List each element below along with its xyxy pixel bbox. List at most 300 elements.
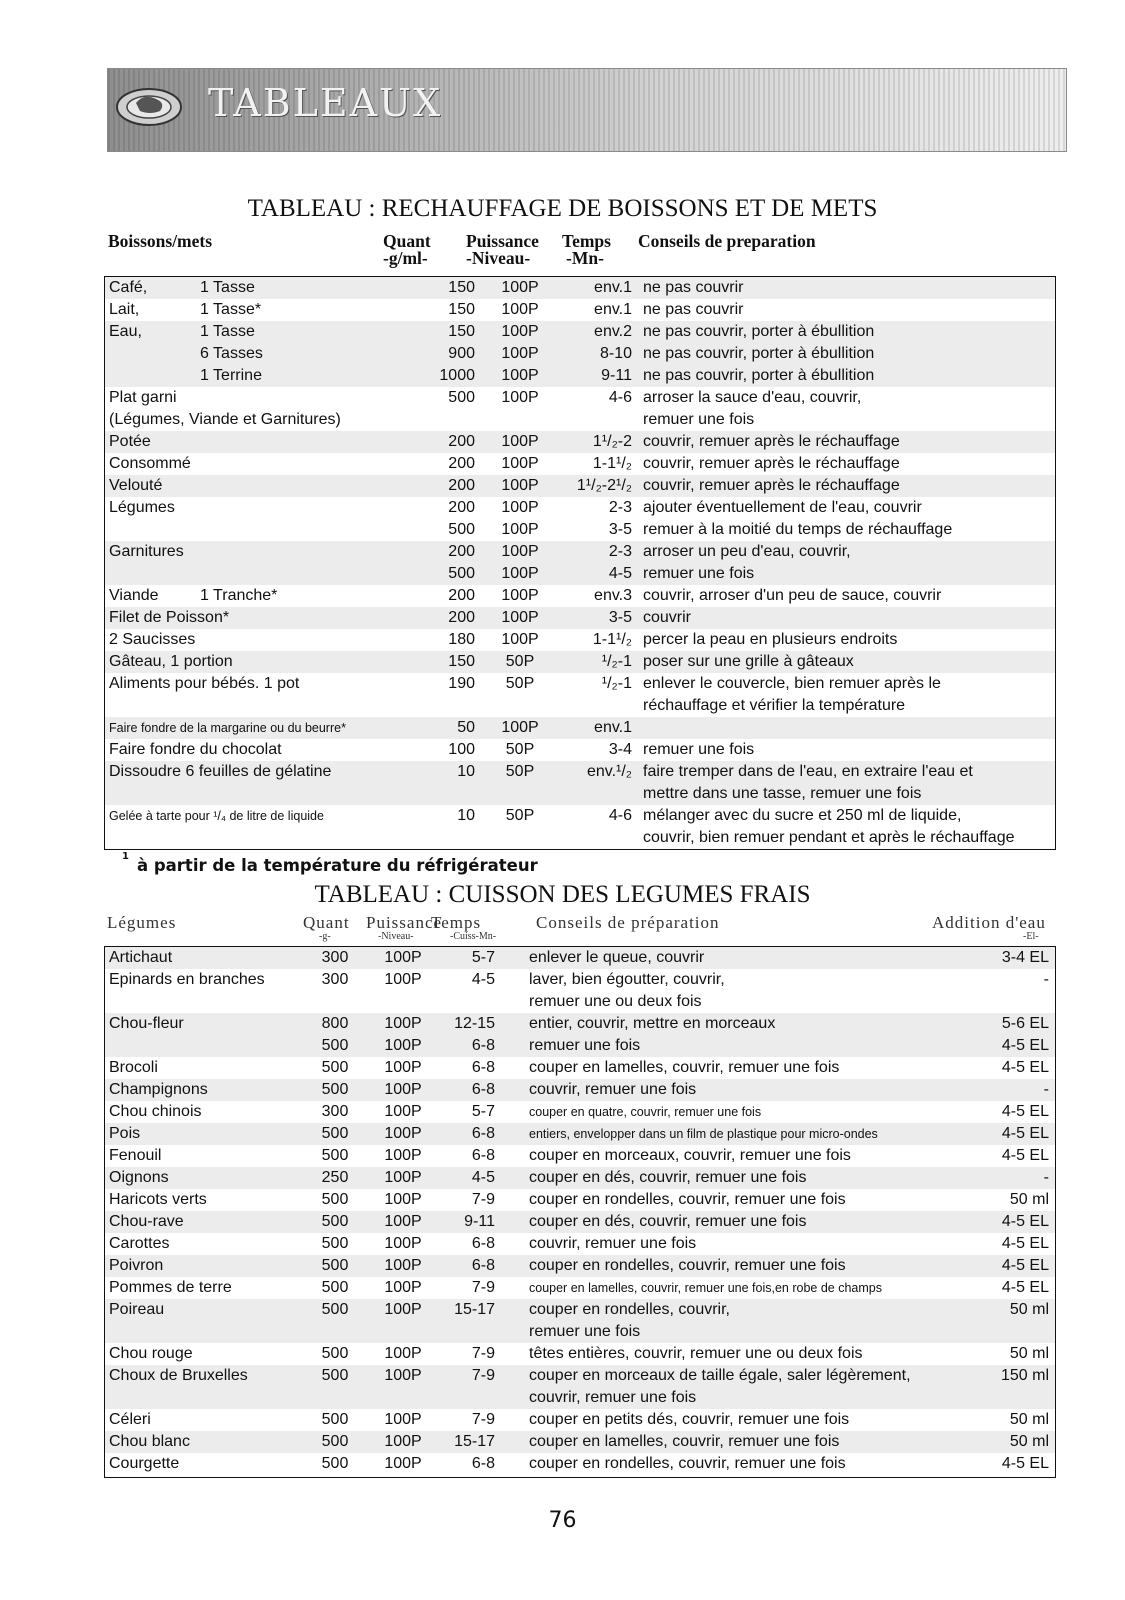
- table1-cell-tip: remuer une fois: [643, 411, 755, 428]
- table2-row: [105, 1167, 1055, 1189]
- table1-cell-power: 100P: [501, 345, 539, 362]
- table1-row: [105, 409, 1055, 431]
- table1-row: [105, 431, 1055, 453]
- table2-cell-water: 50 ml: [1009, 1345, 1049, 1362]
- table1-cell-item: Faire fondre de la margarine ou du beurre*: [109, 721, 346, 735]
- table1-row: [105, 585, 1055, 607]
- table1-cell-sub: 1 Terrine: [200, 367, 262, 384]
- table2-cell-tip: couvrir, remuer une fois: [529, 1081, 697, 1098]
- table1-cell-quant: 100: [448, 741, 475, 758]
- table1-cell-quant: 150: [448, 323, 475, 340]
- table2-head-power-unit: -Niveau-: [378, 931, 414, 942]
- table1-cell-time: env.1: [594, 719, 632, 736]
- table1-cell-power: 100P: [501, 323, 539, 340]
- table2-cell-water: -: [1043, 971, 1049, 988]
- table1-cell-tip: percer la peau en plusieurs endroits: [643, 631, 898, 648]
- table1-head-item: Boissons/mets: [108, 231, 213, 251]
- table2-cell-quant: 300: [321, 971, 349, 988]
- table2-cell-item: Champignons: [109, 1081, 208, 1098]
- table1-cell-tip: mettre dans une tasse, remuer une fois: [643, 785, 922, 802]
- table1-cell-power: 100P: [501, 477, 539, 494]
- table2-cell-tip: couvrir, remuer une fois: [529, 1235, 697, 1252]
- table1-cell-quant: 500: [448, 389, 475, 406]
- table2-cell-quant: 300: [321, 1103, 349, 1120]
- table1-cell-quant: 180: [448, 631, 475, 648]
- plate-icon: [114, 81, 184, 129]
- table1-cell-time: 2-3: [608, 499, 632, 516]
- table1-cell-item: Filet de Poisson*: [109, 609, 230, 626]
- table2-cell-quant: 500: [321, 1235, 349, 1252]
- table2-row: [105, 1255, 1055, 1277]
- table2-cell-time: 12-15: [454, 1015, 495, 1032]
- table2-head-time-unit: -Cuiss-Mn-: [450, 931, 497, 942]
- table1-cell-item: Faire fondre du chocolat: [109, 741, 282, 758]
- table1-row: [105, 497, 1055, 519]
- table2-cell-item: Carottes: [109, 1235, 170, 1252]
- table2-cell-power: 100P: [384, 1433, 422, 1450]
- table1-row: [105, 739, 1055, 761]
- table1-head-tips: Conseils de preparation: [638, 231, 816, 251]
- table2-row: [105, 1079, 1055, 1101]
- table1-cell-tip: couvrir, remuer après le réchauffage: [643, 433, 900, 450]
- table2-row: [105, 991, 1055, 1013]
- table2-row: [105, 1057, 1055, 1079]
- table2-cell-tip: têtes entières, couvrir, remuer une ou deux fois: [529, 1345, 863, 1362]
- table1-cell-sub: 1 Tranche*: [200, 587, 278, 604]
- table2-cell-quant: 500: [321, 1279, 349, 1296]
- table1-cell-item: Gâteau, 1 portion: [109, 653, 233, 670]
- table2-cell-item: Courgette: [109, 1455, 180, 1472]
- table2-cell-tip: couper en rondelles, couvrir, remuer une fois: [529, 1191, 846, 1208]
- table2-cell-quant: 500: [321, 1213, 349, 1230]
- table2-cell-item: Chou-rave: [109, 1213, 184, 1230]
- footnote-text: à partir de la température du réfrigérateur: [136, 856, 538, 875]
- table2-cell-quant: 250: [321, 1169, 349, 1186]
- table2-cell-quant: 300: [321, 949, 349, 966]
- table1-cell-item: (Légumes, Viande et Garnitures): [109, 411, 341, 428]
- table2-cell-power: 100P: [384, 1301, 422, 1318]
- table2-cell-power: 100P: [384, 1235, 422, 1252]
- table2-cell-power: 100P: [384, 1345, 422, 1362]
- table2-cell-water: 4-5 EL: [1001, 1257, 1049, 1274]
- table1-cell-item: Consommé: [109, 455, 191, 472]
- table2-row: [105, 947, 1055, 969]
- table2-cell-tip: entier, couvrir, mettre en morceaux: [529, 1015, 776, 1032]
- table2-cell-tip: enlever le queue, couvrir: [529, 949, 705, 966]
- table1-cell-time: 1-1¹/₂: [592, 631, 632, 648]
- table2-cell-item: Pommes de terre: [109, 1279, 232, 1296]
- table1-cell-time: 9-11: [601, 367, 632, 384]
- table2-cell-power: 100P: [384, 1015, 422, 1032]
- table1-cell-power: 50P: [505, 653, 535, 670]
- table2-cell-time: 7-9: [471, 1411, 495, 1428]
- table2-cell-water: 3-4 EL: [1001, 949, 1049, 966]
- table2-cell-time: 7-9: [471, 1279, 495, 1296]
- table2-cell-power: 100P: [384, 1147, 422, 1164]
- table2-cell-time: 6-8: [471, 1059, 495, 1076]
- table2-cell-tip: couper en lamelles, couvrir, remuer une fois: [529, 1059, 840, 1076]
- table2-cell-time: 15-17: [454, 1301, 495, 1318]
- table1-row: [105, 563, 1055, 585]
- table1-cell-quant: 150: [448, 279, 475, 296]
- table2-cell-power: 100P: [384, 1455, 422, 1472]
- table2-cell-time: 9-11: [464, 1213, 495, 1230]
- table1-cell-time: 8-10: [599, 345, 632, 362]
- table1-cell-power: 100P: [501, 719, 539, 736]
- table1-cell-tip: ne pas couvrir, porter à ébullition: [643, 323, 875, 340]
- table1-row: [105, 277, 1055, 299]
- table2-cell-power: 100P: [384, 949, 422, 966]
- table1-cell-power: 50P: [505, 763, 535, 780]
- table1-cell-item: Plat garni: [109, 389, 177, 406]
- table2-cell-quant: 500: [321, 1125, 349, 1142]
- table1-head-quant-unit: -g/ml-: [383, 248, 428, 268]
- table2-cell-tip: entiers, envelopper dans un film de plastique pour micro-ondes: [529, 1127, 878, 1141]
- table2-cell-water: 4-5 EL: [1001, 1455, 1049, 1472]
- table2-cell-quant: 500: [321, 1367, 349, 1384]
- table1-cell-tip: couvrir, remuer après le réchauffage: [643, 455, 900, 472]
- table1-row: [105, 673, 1055, 695]
- table1-cell-time: 1¹/₂-2¹/₂: [576, 477, 632, 494]
- table2: [104, 946, 1056, 1478]
- table2-cell-quant: 500: [321, 1257, 349, 1274]
- table2-row: [105, 1321, 1055, 1343]
- table1-row: [105, 783, 1055, 805]
- table2-head-tips: Conseils de préparation: [536, 913, 720, 932]
- table1-cell-time: ¹/₂-1: [601, 653, 632, 670]
- table2-row: [105, 1453, 1055, 1475]
- table2-row: [105, 1343, 1055, 1365]
- table2-cell-water: 4-5 EL: [1001, 1147, 1049, 1164]
- table2-head-power: Puissance: [366, 913, 443, 932]
- table2-cell-tip: remuer une fois: [529, 1037, 641, 1054]
- table1-cell-time: 3-5: [608, 521, 632, 538]
- table2-cell-power: 100P: [384, 1103, 422, 1120]
- table2-row: [105, 1189, 1055, 1211]
- table2-row: [105, 1123, 1055, 1145]
- table2-cell-time: 6-8: [471, 1081, 495, 1098]
- table2-row: [105, 1365, 1055, 1387]
- table2-cell-quant: 500: [321, 1081, 349, 1098]
- table2-cell-time: 6-8: [471, 1037, 495, 1054]
- table2-row: [105, 1101, 1055, 1123]
- table2-cell-quant: 500: [321, 1037, 349, 1054]
- table1-cell-quant: 150: [448, 301, 475, 318]
- table2-row: [105, 1145, 1055, 1167]
- table1-cell-power: 100P: [501, 521, 539, 538]
- table1-cell-tip: ne pas couvrir, porter à ébullition: [643, 367, 875, 384]
- table2-title: TABLEAU : CUISSON DES LEGUMES FRAIS: [314, 881, 811, 908]
- table2-cell-tip: couper en rondelles, couvrir, remuer une fois: [529, 1455, 846, 1472]
- page-number: 76: [548, 1508, 577, 1533]
- table2-row: [105, 1409, 1055, 1431]
- table2-cell-power: 100P: [384, 1169, 422, 1186]
- table2-row: [105, 1431, 1055, 1453]
- table2-row: [105, 1277, 1055, 1299]
- table1-cell-time: env.3: [594, 587, 632, 604]
- table2-cell-water: 4-5 EL: [1001, 1235, 1049, 1252]
- table1-cell-item: Potée: [109, 433, 151, 450]
- table1-cell-tip: faire tremper dans de l'eau, en extraire l'eau et: [643, 763, 973, 780]
- table1-cell-tip: mélanger avec du sucre et 250 ml de liquide,: [643, 807, 962, 824]
- table1-cell-quant: 500: [448, 565, 475, 582]
- table1-cell-item: Café,: [109, 279, 148, 296]
- table1-head-quant: Quant: [383, 231, 431, 251]
- table1-cell-time: env.1: [594, 279, 632, 296]
- table2-cell-tip: couper en dés, couvrir, remuer une fois: [529, 1213, 807, 1230]
- table2-cell-item: Céleri: [109, 1411, 151, 1428]
- table2-head-item: Légumes: [107, 913, 177, 932]
- table1-cell-quant: 50: [457, 719, 475, 736]
- table1-cell-item: 2 Saucisses: [109, 631, 196, 648]
- table2-cell-quant: 500: [321, 1345, 349, 1362]
- table1-row: [105, 827, 1055, 849]
- table1-row: [105, 805, 1055, 827]
- table2-cell-time: 6-8: [471, 1455, 495, 1472]
- table2-cell-power: 100P: [384, 1367, 422, 1384]
- table2-cell-power: 100P: [384, 1081, 422, 1098]
- table1-cell-item: Lait,: [109, 301, 140, 318]
- table1-row: [105, 365, 1055, 387]
- table1-cell-quant: 500: [448, 521, 475, 538]
- table2-cell-item: Chou-fleur: [109, 1015, 184, 1032]
- table1-row: [105, 651, 1055, 673]
- table1-cell-tip: couvrir, remuer après le réchauffage: [643, 477, 900, 494]
- table2-cell-power: 100P: [384, 1037, 422, 1054]
- table2-cell-tip: couper en petits dés, couvrir, remuer une fois: [529, 1411, 850, 1428]
- table1-cell-item: Aliments pour bébés. 1 pot: [109, 675, 300, 692]
- table2-row: [105, 1211, 1055, 1233]
- table1-row: [105, 453, 1055, 475]
- table1-head-time-unit: -Mn-: [566, 248, 604, 268]
- table1-cell-tip: ne pas couvrir, porter à ébullition: [643, 345, 875, 362]
- table2-head-water: Addition d'eau: [932, 913, 1046, 932]
- table1-title: TABLEAU : RECHAUFFAGE DE BOISSONS ET DE METS: [247, 195, 878, 222]
- table2-cell-item: Chou rouge: [109, 1345, 193, 1362]
- table1-cell-sub: 1 Tasse: [200, 279, 255, 296]
- table2-cell-power: 100P: [384, 1125, 422, 1142]
- table1-row: [105, 761, 1055, 783]
- table1-cell-quant: 190: [448, 675, 475, 692]
- table2-cell-quant: 500: [321, 1301, 349, 1318]
- table1-row: [105, 387, 1055, 409]
- table2-cell-tip: couvrir, remuer une fois: [529, 1389, 697, 1406]
- table2-cell-item: Poireau: [109, 1301, 165, 1318]
- table1-cell-power: 100P: [501, 609, 539, 626]
- table2-head-time: Temps: [431, 913, 482, 932]
- table1-cell-item: Velouté: [109, 477, 163, 494]
- table2-cell-quant: 500: [321, 1433, 349, 1450]
- table1-cell-item: Viande: [109, 587, 159, 604]
- table1-cell-time: 2-3: [608, 543, 632, 560]
- table1-cell-sub: 6 Tasses: [200, 345, 263, 362]
- table2-cell-tip: remuer une ou deux fois: [529, 993, 702, 1010]
- table1-cell-time: env.¹/₂: [586, 763, 632, 780]
- table1-row: [105, 343, 1055, 365]
- table1-cell-power: 100P: [501, 587, 539, 604]
- table1-cell-item: Gelée à tarte pour ¹/₄ de litre de liquide: [109, 809, 324, 823]
- table2-cell-time: 6-8: [471, 1235, 495, 1252]
- table1-cell-time: 3-4: [608, 741, 632, 758]
- table1-cell-tip: remuer à la moitié du temps de réchauffage: [643, 521, 953, 538]
- table1-cell-time: env.2: [594, 323, 632, 340]
- table2-row: [105, 1035, 1055, 1057]
- table1-row: [105, 695, 1055, 717]
- table1-cell-power: 100P: [501, 565, 539, 582]
- table1-cell-quant: 10: [457, 807, 475, 824]
- table1-row: [105, 541, 1055, 563]
- table1-cell-power: 100P: [501, 389, 539, 406]
- table2-head-water-unit: -El-: [1023, 931, 1039, 942]
- table1-cell-power: 100P: [501, 301, 539, 318]
- table1-cell-tip: arroser la sauce d'eau, couvrir,: [643, 389, 862, 406]
- table1-cell-power: 100P: [501, 455, 539, 472]
- table1-cell-quant: 200: [448, 609, 475, 626]
- table1-cell-time: ¹/₂-1: [601, 675, 632, 692]
- table2-cell-quant: 500: [321, 1147, 349, 1164]
- table1-cell-time: env.1: [594, 301, 632, 318]
- table2-cell-water: -: [1043, 1169, 1049, 1186]
- table1-cell-power: 50P: [505, 675, 535, 692]
- table1-cell-tip: couvrir, arroser d'un peu de sauce, couvrir: [643, 587, 942, 604]
- table1-cell-tip: arroser un peu d'eau, couvrir,: [643, 543, 851, 560]
- table2-cell-time: 7-9: [471, 1191, 495, 1208]
- table2-cell-water: 50 ml: [1009, 1191, 1049, 1208]
- table1-cell-quant: 200: [448, 477, 475, 494]
- table2-cell-quant: 500: [321, 1411, 349, 1428]
- table2-cell-time: 7-9: [471, 1345, 495, 1362]
- table2-row: [105, 1013, 1055, 1035]
- table2-cell-tip: couper en lamelles, couvrir, remuer une fois: [529, 1433, 840, 1450]
- table2-row: [105, 1233, 1055, 1255]
- table2-cell-tip: couper en dés, couvrir, remuer une fois: [529, 1169, 807, 1186]
- table1-cell-power: 100P: [501, 279, 539, 296]
- table2-cell-water: 4-5 EL: [1001, 1037, 1049, 1054]
- table1-cell-item: Dissoudre 6 feuilles de gélatine: [109, 763, 332, 780]
- table1-row: [105, 321, 1055, 343]
- header-title: TABLEAUX: [208, 81, 443, 125]
- table1-cell-item: Eau,: [109, 323, 142, 340]
- table2-cell-item: Artichaut: [109, 949, 173, 966]
- table2-cell-tip: couper en quatre, couvrir, remuer une fois: [529, 1105, 762, 1119]
- table2-cell-water: 4-5 EL: [1001, 1279, 1049, 1296]
- table1-cell-quant: 200: [448, 455, 475, 472]
- table1-head-power-unit: -Niveau-: [466, 248, 531, 268]
- footnote: [122, 850, 538, 875]
- table1-cell-quant: 150: [448, 653, 475, 670]
- table2-cell-quant: 800: [321, 1015, 349, 1032]
- table1-cell-time: 4-6: [608, 389, 632, 406]
- table1-cell-power: 50P: [505, 807, 535, 824]
- table1-cell-item: Légumes: [109, 499, 175, 516]
- table1-cell-time: 1¹/₂-2: [592, 433, 632, 450]
- table2-cell-item: Oignons: [109, 1169, 169, 1186]
- table2-cell-tip: couper en morceaux, couvrir, remuer une fois: [529, 1147, 851, 1164]
- table2-cell-power: 100P: [384, 971, 422, 988]
- table2-cell-time: 6-8: [471, 1125, 495, 1142]
- table1-row: [105, 717, 1055, 739]
- table2-cell-tip: couper en rondelles, couvrir, remuer une fois: [529, 1257, 846, 1274]
- table2-cell-item: Fenouil: [109, 1147, 162, 1164]
- table1-cell-tip: remuer une fois: [643, 565, 755, 582]
- table2-cell-water: 4-5 EL: [1001, 1213, 1049, 1230]
- table1-head-power: Puissance: [466, 231, 539, 251]
- table2-cell-time: 4-5: [471, 971, 495, 988]
- table2-cell-power: 100P: [384, 1279, 422, 1296]
- table1-head-time: Temps: [562, 231, 611, 251]
- table2-cell-time: 15-17: [454, 1433, 495, 1450]
- table1-cell-quant: 900: [448, 345, 475, 362]
- table2-cell-time: 4-5: [471, 1169, 495, 1186]
- table2-cell-power: 100P: [384, 1213, 422, 1230]
- table1-cell-tip: réchauffage et vérifier la température: [643, 697, 906, 714]
- table2-cell-time: 6-8: [471, 1257, 495, 1274]
- table1-cell-quant: 200: [448, 543, 475, 560]
- table2-cell-water: 4-5 EL: [1001, 1103, 1049, 1120]
- table2-cell-power: 100P: [384, 1059, 422, 1076]
- table1-cell-power: 100P: [501, 631, 539, 648]
- table2-cell-time: 5-7: [471, 949, 495, 966]
- table1-cell-tip: ne pas couvrir: [643, 279, 744, 296]
- table2-cell-item: Chou chinois: [109, 1103, 202, 1120]
- table1-cell-power: 100P: [501, 499, 539, 516]
- table1-row: [105, 475, 1055, 497]
- table2-cell-water: 150 ml: [1000, 1367, 1049, 1384]
- table1-cell-quant: 200: [448, 499, 475, 516]
- table2-cell-item: Chou blanc: [109, 1433, 190, 1450]
- table2-cell-item: Choux de Bruxelles: [109, 1367, 248, 1384]
- table2-cell-item: Poivron: [109, 1257, 164, 1274]
- table1-cell-tip: ne pas couvrir: [643, 301, 744, 318]
- table2-cell-quant: 500: [321, 1455, 349, 1472]
- table2-row: [105, 1299, 1055, 1321]
- table1-cell-time: 1-1¹/₂: [592, 455, 632, 472]
- table2-cell-tip: couper en rondelles, couvrir,: [529, 1301, 730, 1318]
- table2-head-quant-unit: -g-: [319, 931, 331, 942]
- table2-cell-quant: 500: [321, 1191, 349, 1208]
- table2-cell-power: 100P: [384, 1257, 422, 1274]
- table1-cell-tip: couvrir, bien remuer pendant et après le réchauffage: [643, 829, 1015, 846]
- table1-cell-sub: 1 Tasse*: [200, 301, 262, 318]
- footnote-mark: 1: [122, 850, 129, 862]
- table2-cell-item: Epinards en branches: [109, 971, 265, 988]
- table1-cell-tip: remuer une fois: [643, 741, 755, 758]
- table2-cell-quant: 500: [321, 1059, 349, 1076]
- table2-cell-time: 7-9: [471, 1367, 495, 1384]
- table1-cell-power: 50P: [505, 741, 535, 758]
- table1-row: [105, 629, 1055, 651]
- table2-row: [105, 969, 1055, 991]
- table1-cell-tip: ajouter éventuellement de l'eau, couvrir: [643, 499, 922, 516]
- table2-row: [105, 1387, 1055, 1409]
- table1-cell-quant: 200: [448, 433, 475, 450]
- table2-cell-power: 100P: [384, 1411, 422, 1428]
- table1-row: [105, 519, 1055, 541]
- table2-cell-tip: laver, bien égoutter, couvrir,: [529, 971, 725, 988]
- table2-cell-tip: couper en lamelles, couvrir, remuer une fois,en robe de champs: [529, 1281, 882, 1295]
- table1-cell-time: 4-5: [608, 565, 632, 582]
- table2-cell-item: Brocoli: [109, 1059, 158, 1076]
- table1-row: [105, 607, 1055, 629]
- table1-cell-tip: couvrir: [643, 609, 692, 626]
- table1: [104, 276, 1056, 850]
- table1-cell-sub: 1 Tasse: [200, 323, 255, 340]
- table1-cell-power: 100P: [501, 543, 539, 560]
- table2-cell-water: 4-5 EL: [1001, 1059, 1049, 1076]
- table2-cell-time: 6-8: [471, 1147, 495, 1164]
- table1-cell-item: Garnitures: [109, 543, 184, 560]
- table2-cell-water: 50 ml: [1009, 1433, 1049, 1450]
